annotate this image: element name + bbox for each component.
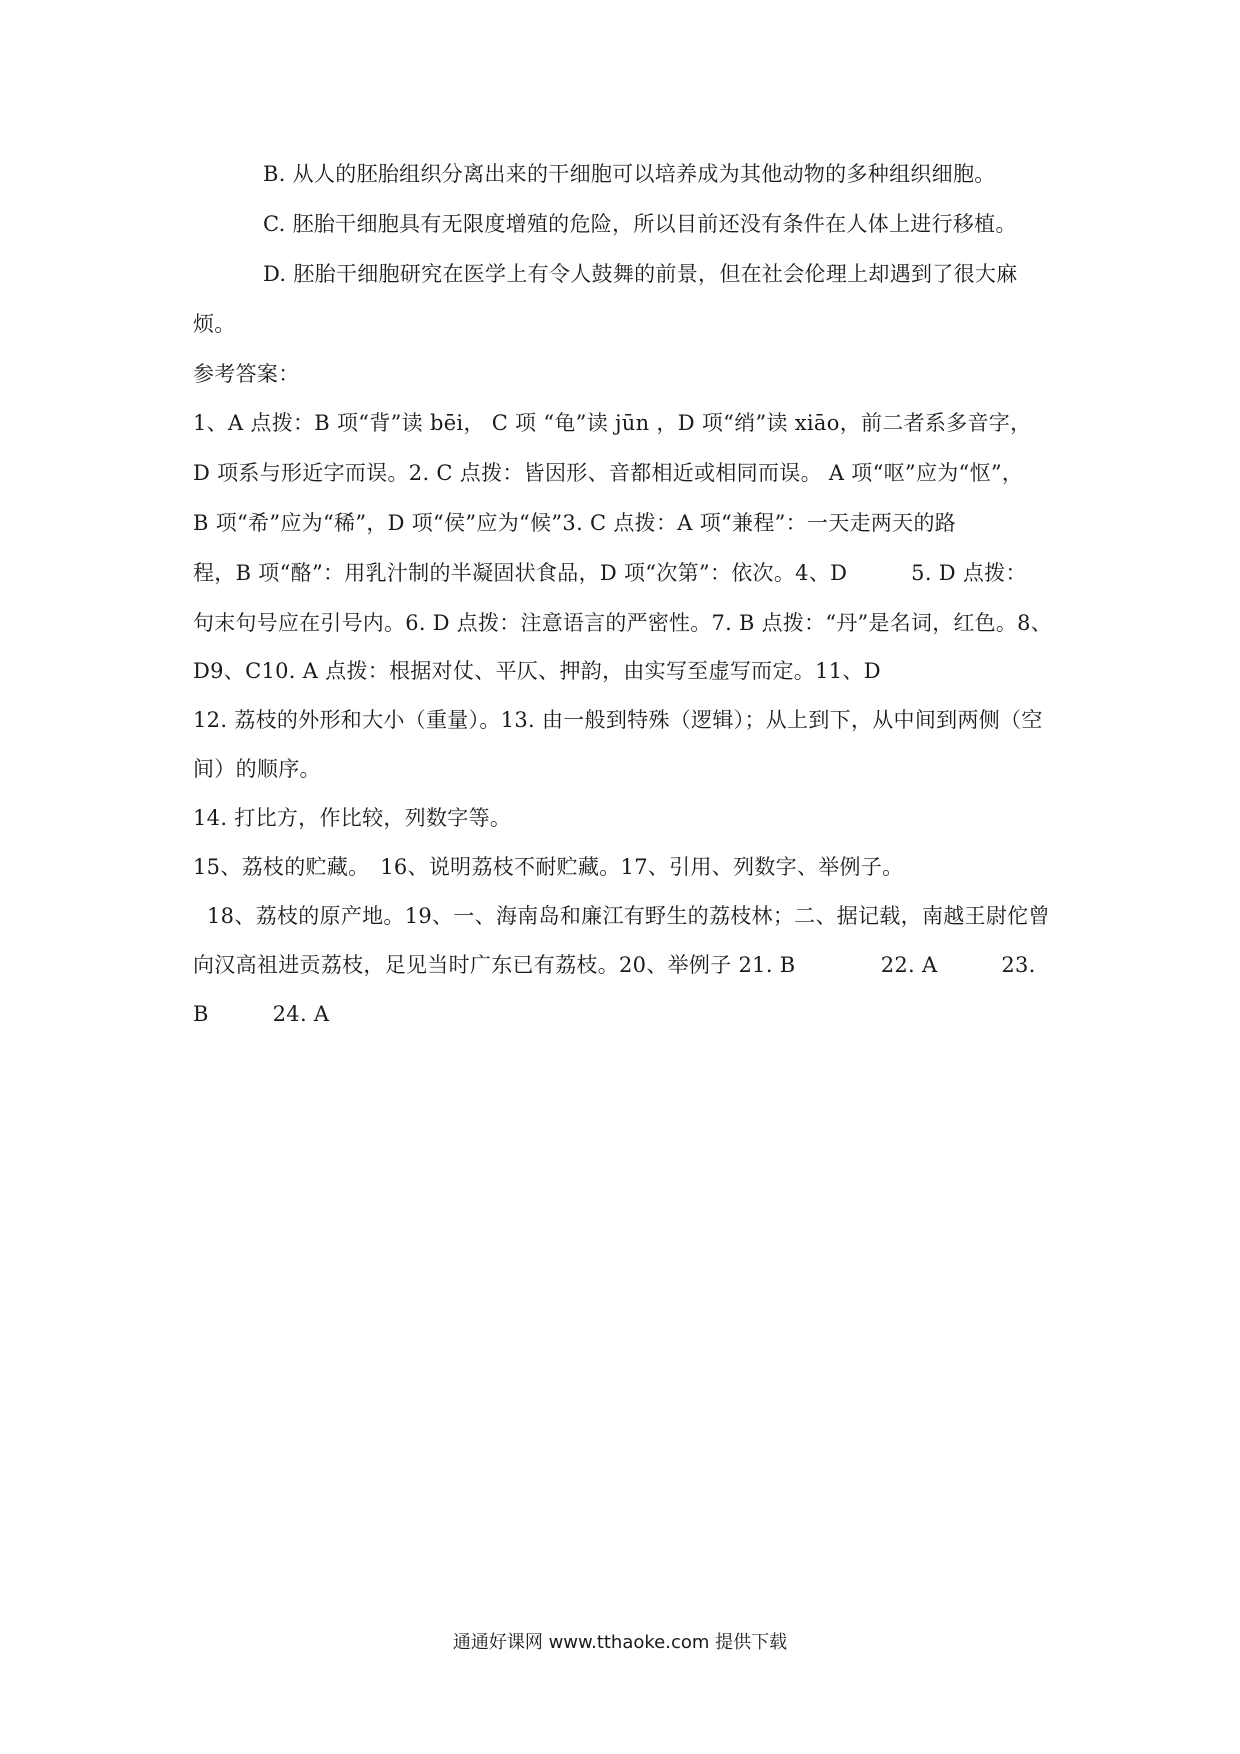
answer-line: 15、荔枝的贮藏。 16、说明荔枝不耐贮藏。17、引用、列数字、举例子。 xyxy=(193,855,904,879)
answer-line: 14. 打比方，作比较，列数字等。 xyxy=(193,806,512,830)
page-footer: 通通好课网 www.tthaoke.com 提供下载 xyxy=(452,1632,788,1653)
answer-line: D9、C10. A 点拨：根据对仗、平仄、押韵，由实写至虚写而定。11、D xyxy=(193,659,881,683)
option-c: C. 胚胎干细胞具有无限度增殖的危险，所以目前还没有条件在人体上进行移植。 xyxy=(263,212,1017,236)
answer-line: 程，B 项“酪”：用乳汁制的半凝固状食品，D 项“次第”：依次。4、D 5. D 点拨： xyxy=(193,561,1027,585)
answer-line: B 24. A xyxy=(193,1002,330,1026)
option-d-line-1: D. 胚胎干细胞研究在医学上有令人鼓舞的前景，但在社会伦理上却遇到了很大麻 xyxy=(263,262,1018,286)
option-d-line-2: 烦。 xyxy=(193,312,236,336)
answer-line: B 项“希”应为“稀”，D 项“侯”应为“候”3. C 点拨：A 项“兼程”：一天走两天的路 xyxy=(193,511,957,535)
answer-line: D 项系与形近字而误。2. C 点拨：皆因形、音都相近或相同而误。 A 项“呕”应为“怄”， xyxy=(193,461,1024,485)
answers-heading: 参考答案： xyxy=(193,362,300,386)
option-b: B. 从人的胚胎组织分离出来的干细胞可以培养成为其他动物的多种组织细胞。 xyxy=(263,162,996,186)
answer-line: 向汉高祖进贡荔枝，足见当时广东已有荔枝。20、举例子 21. B 22. A 23. xyxy=(193,953,1036,977)
answer-line: 间）的顺序。 xyxy=(193,757,321,781)
answer-line: 1、A 点拨：B 项“背”读 bēi， C 项 “龟”读 jūn ，D 项“绡”读 xiāo，前二者系多音字， xyxy=(193,411,1032,435)
answer-line: 12. 荔枝的外形和大小（重量）。13. 由一般到特殊（逻辑）；从上到下，从中间到两侧（空 xyxy=(193,708,1043,732)
answer-line: 18、荔枝的原产地。19、一、海南岛和廉江有野生的荔枝林；二、据记载，南越王尉佗曾 xyxy=(207,904,1050,928)
answer-line: 句末句号应在引号内。6. D 点拨：注意语言的严密性。7. B 点拨：“丹”是名词，红色。8、 xyxy=(193,611,1052,635)
